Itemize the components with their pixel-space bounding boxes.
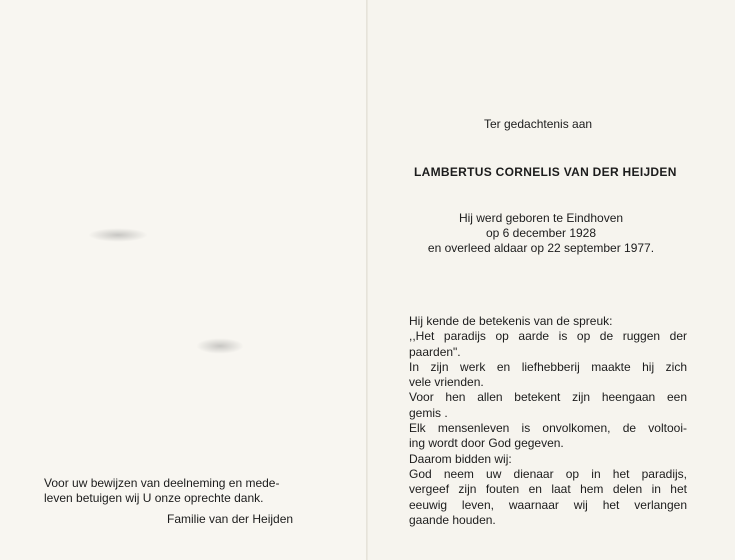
verse-line: Elk mensenleven is onvolkomen, de voltooi- [409,421,687,436]
dates-line: en overleed aldaar op 22 september 1977. [427,241,655,255]
verse-line: paarden". [409,344,461,359]
dates-line: Hij werd geboren te Eindhoven [458,211,624,225]
thanks-line: Voor uw bewijzen van deelneming en mede- [44,476,280,490]
life-dates [406,211,676,256]
paper-smudge [196,338,244,354]
deceased-name: LAMBERTUS CORNELIS VAN DER HEIJDEN [414,165,677,179]
left-page [0,0,366,560]
dates-line: op 6 december 1928 [485,226,597,240]
verse-line: ,,Het paradijs op aarde is op de ruggen der [409,329,687,344]
thanks-text [44,476,344,506]
verse-line: eeuwig leven, waarnaar wij het verlangen [409,497,687,512]
verse-line: Hij kende de betekenis van de spreuk: [409,314,613,328]
verse-line: God neem uw dienaar op in het paradijs, [409,466,687,481]
memorial-verse [409,314,687,528]
verse-line: Daarom bidden wij: [409,451,512,466]
verse-line: ing wordt door God gegeven. [409,436,564,451]
paper-smudge [88,228,148,242]
family-signature: Familie van der Heijden [167,512,294,526]
verse-line: gemis . [409,405,448,420]
memorial-heading: Ter gedachtenis aan [484,117,593,131]
verse-line: Voor hen allen betekent zijn heengaan een [409,390,687,405]
verse-line: vergeef zijn fouten en laat hem delen in het [409,482,687,497]
verse-line: In zijn werk en liefhebberij maakte hij zich [409,359,687,374]
verse-line: gaande houden. [409,512,496,527]
thanks-line: leven betuigen wij U onze oprechte dank. [44,491,264,505]
verse-line: vele vrienden. [409,375,484,390]
